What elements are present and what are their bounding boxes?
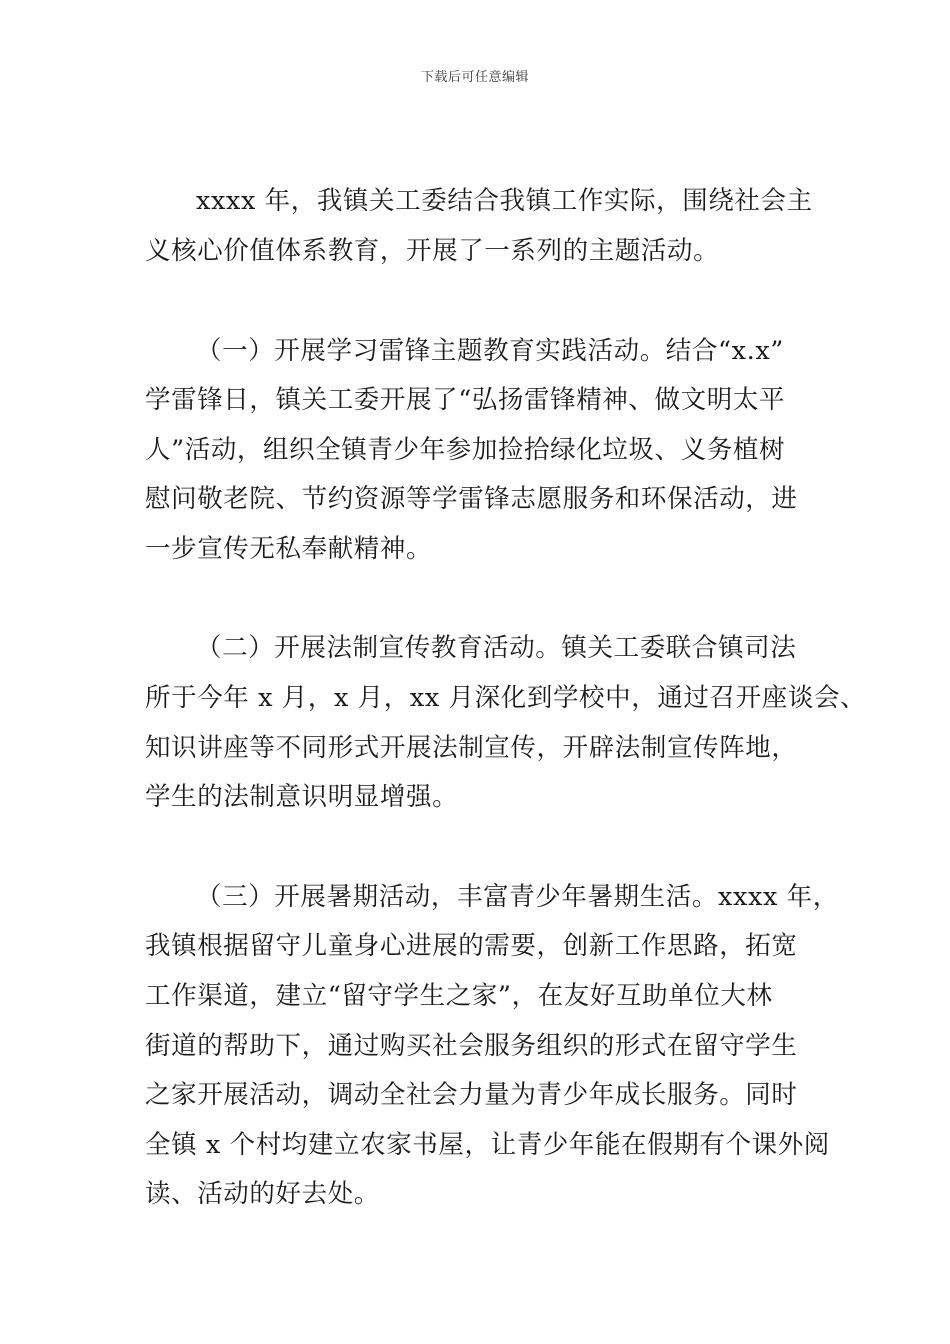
paragraph-4-line-7: 读、活动的好去处。 <box>145 1179 380 1209</box>
paragraph-2-line-5: 一步宣传无私奉献精神。 <box>145 534 433 564</box>
paragraph-2-line-1: （一）开展学习雷锋主题教育实践活动。结合“x.x” <box>196 336 784 366</box>
paragraph-3-line-3: 知识讲座等不同形式开展法制宣传，开辟法制宣传阵地， <box>145 733 798 763</box>
paragraph-4-line-3: 工作渠道，建立“留守学生之家”，在友好互助单位大林 <box>145 981 773 1011</box>
paragraph-2-line-4: 慰问敬老院、节约资源等学雷锋志愿服务和环保活动，进 <box>145 484 798 514</box>
paragraph-3-line-4: 学生的法制意识明显增强。 <box>145 782 459 812</box>
paragraph-4-line-4: 街道的帮助下，通过购买社会服务组织的形式在留守学生 <box>145 1031 798 1061</box>
paragraph-4-line-5: 之家开展活动，调动全社会力量为青少年成长服务。同时 <box>145 1080 798 1110</box>
paragraph-2-line-3: 人”活动，组织全镇青少年参加捡拾绿化垃圾、义务植树 <box>145 435 786 465</box>
paragraph-3-line-1: （二）开展法制宣传教育活动。镇关工委联合镇司法 <box>196 633 797 663</box>
paragraph-1-line-2: 义核心价值体系教育，开展了一系列的主题活动。 <box>145 236 720 266</box>
page-header-note: 下载后可任意编辑 <box>420 70 529 85</box>
paragraph-4-line-2: 我镇根据留守儿童身心进展的需要，创新工作思路，拓宽 <box>145 931 798 961</box>
paragraph-4-line-6: 全镇 x 个村均建立农家书屋，让青少年能在假期有个课外阅 <box>145 1130 830 1160</box>
paragraph-1-line-1: xxxx 年，我镇关工委结合我镇工作实际，围绕社会主 <box>196 186 813 216</box>
paragraph-2-line-2: 学雷锋日，镇关工委开展了“弘扬雷锋精神、做文明太平 <box>145 385 786 415</box>
paragraph-4-line-1: （三）开展暑期活动，丰富青少年暑期生活。xxxx 年， <box>196 882 839 912</box>
paragraph-3-line-2: 所于今年 x 月，x 月，xx 月深化到学校中，通过召开座谈会、 <box>145 683 867 713</box>
